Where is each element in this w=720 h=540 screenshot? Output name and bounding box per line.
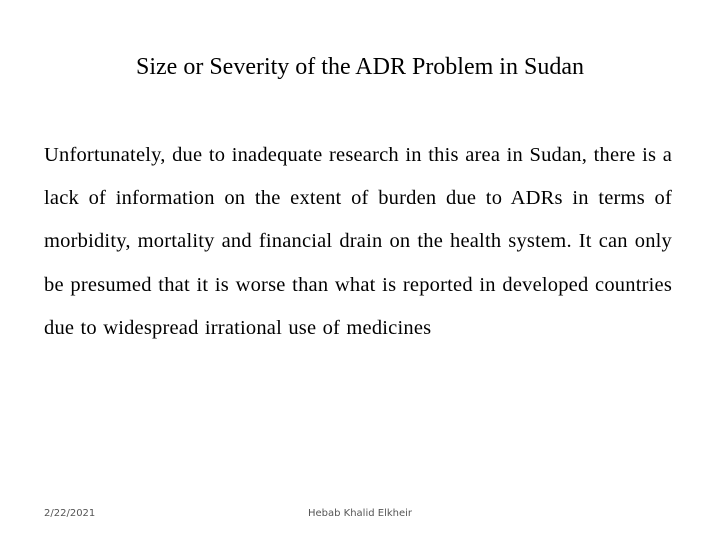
footer-date: 2/22/2021 (44, 508, 96, 519)
slide-title: Size or Severity of the ADR Problem in Sudan (136, 54, 584, 80)
slide-body-text: Unfortunately, due to inadequate research in this area in Sudan, there is a lack of information on the extent of burden due to ADRs in terms of morbidity, mortality and financial drain on the health system. It can only be presumed that it is worse than what is reported in developed countries due to widespread irrational use of medicines (44, 144, 672, 339)
footer-author: Hebab Khalid Elkheir (307, 508, 413, 519)
